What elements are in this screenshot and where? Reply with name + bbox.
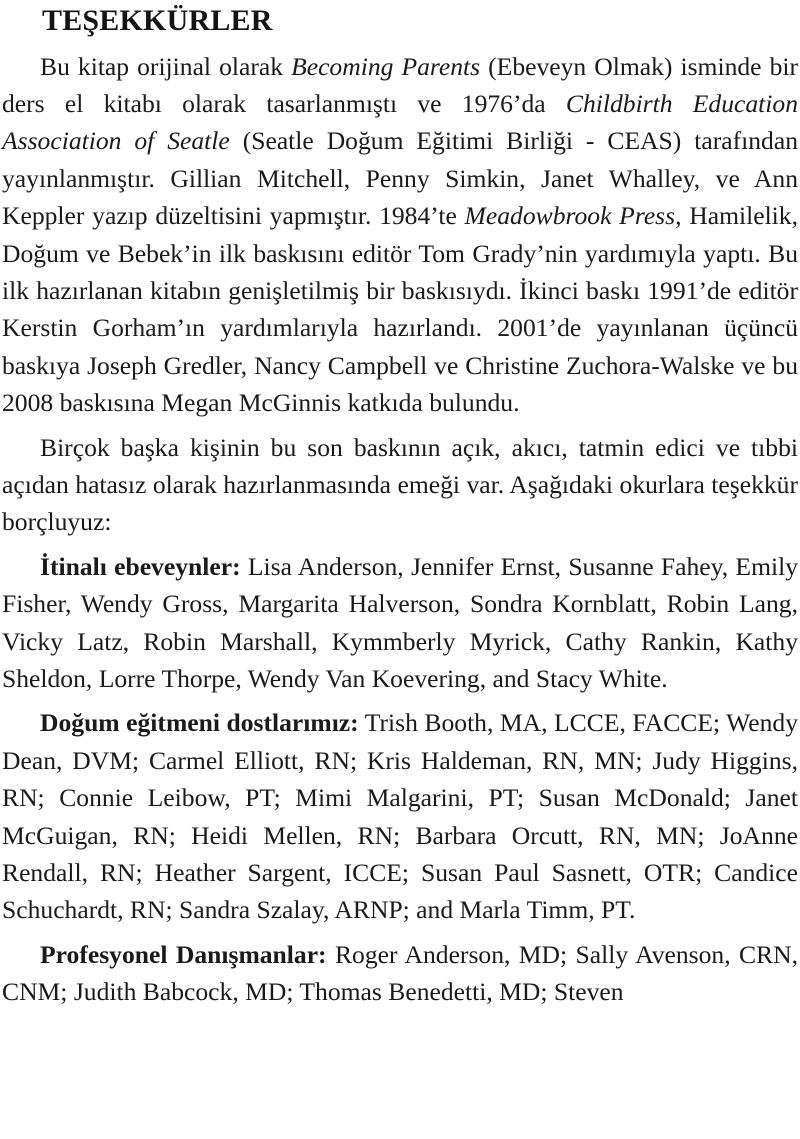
page-body (2, 48, 798, 1011)
publisher-name-meadowbrook-press: Meadowbrook Press (464, 201, 676, 231)
name-list-childbirth-educators: Trish Booth, MA, LCCE, FACCE; Wendy Dean, DVM; Carmel Elliott, RN; Kris Haldeman, RN, MN; Judy Higgins, RN; Connie Leibow, PT; Mimi Malgarini, PT; Susan McDonald; Janet McGuigan, RN; Heidi Mellen, RN; Barbara Orcutt, RN, MN; JoAnne Rendall, RN; Heather Sargent, ICCE; Susan Paul Sasnett, OTR; Candice Schuchardt, RN; Sandra Szalay, ARNP; and Marla Timm, PT. (2, 708, 798, 925)
section-label-professional-advisors: Profesyonel Danışmanlar: (40, 939, 327, 969)
text-run: (Ebeveyn Olmak) isminde bir ders el kitabı olarak tasarlanmıştı ve 1976’da (2, 51, 798, 118)
paragraph-origin-history (2, 48, 798, 422)
text-run: Bu kitap orijinal olarak (40, 51, 292, 81)
page-title: TEŞEKKÜRLER (42, 4, 273, 37)
section-label-childbirth-educators: Doğum eğitmeni dostlarımız: (40, 708, 359, 738)
paragraph-careful-parents (2, 548, 798, 698)
name-list-careful-parents: Lisa Anderson, Jennifer Ernst, Susanne Fahey, Emily Fisher, Wendy Gross, Margarita Halverson, Sondra Kornblatt, Robin Lang, Vicky Latz, Robin Marshall, Kymmberly Myrick, Cathy Rankin, Kathy Sheldon, Lorre Thorpe, Wendy Van Koevering, and Stacy White. (2, 551, 798, 693)
book-title-becoming-parents: Becoming Parents (291, 51, 481, 81)
text-run: (Seatle Doğum Eğitimi Birliği - CEAS) tarafından yayınlanmıştır. Gillian Mitchell, Penny Simkin, Janet Whalley, ve Ann Keppler yazıp düzeltisini yapmıştır. 1984’te (2, 126, 798, 231)
name-list-professional-advisors: Roger Anderson, MD; Sally Avenson, CRN, CNM; Judith Babcock, MD; Thomas Benedetti, MD; Steven (2, 939, 798, 1007)
organization-name-ceas: Childbirth Education Association of Seatle (2, 88, 798, 156)
paragraph-professional-advisors (2, 936, 798, 1011)
text-run: , Hamilelik, Doğum ve Bebek’in ilk baskısını editör Tom Grady’nin yardımıyla yaptı. Bu ilk hazırlanan kitabın genişletilmiş bir baskısıydı. İkinci baskı 1991’de editör Kerstin Gorham’ın yardımlarıyla hazırlandı. 2001’de yayınlanan üçüncü baskıya Joseph Gredler, Nancy Campbell ve Christine Zuchora-Walske ve bu 2008 baskısına Megan McGinnis katkıda bulundu. (2, 201, 798, 418)
section-label-careful-parents: İtinalı ebeveynler: (40, 551, 241, 581)
paragraph-thanks-intro (2, 429, 798, 541)
text-run: Birçok başka kişinin bu son baskının açık, akıcı, tatmin edici ve tıbbi açıdan hatasız olarak hazırlanmasında emeği var. Aşağıdaki okurlara teşekkür borçluyuz: (2, 432, 798, 537)
paragraph-childbirth-educators (2, 704, 798, 928)
